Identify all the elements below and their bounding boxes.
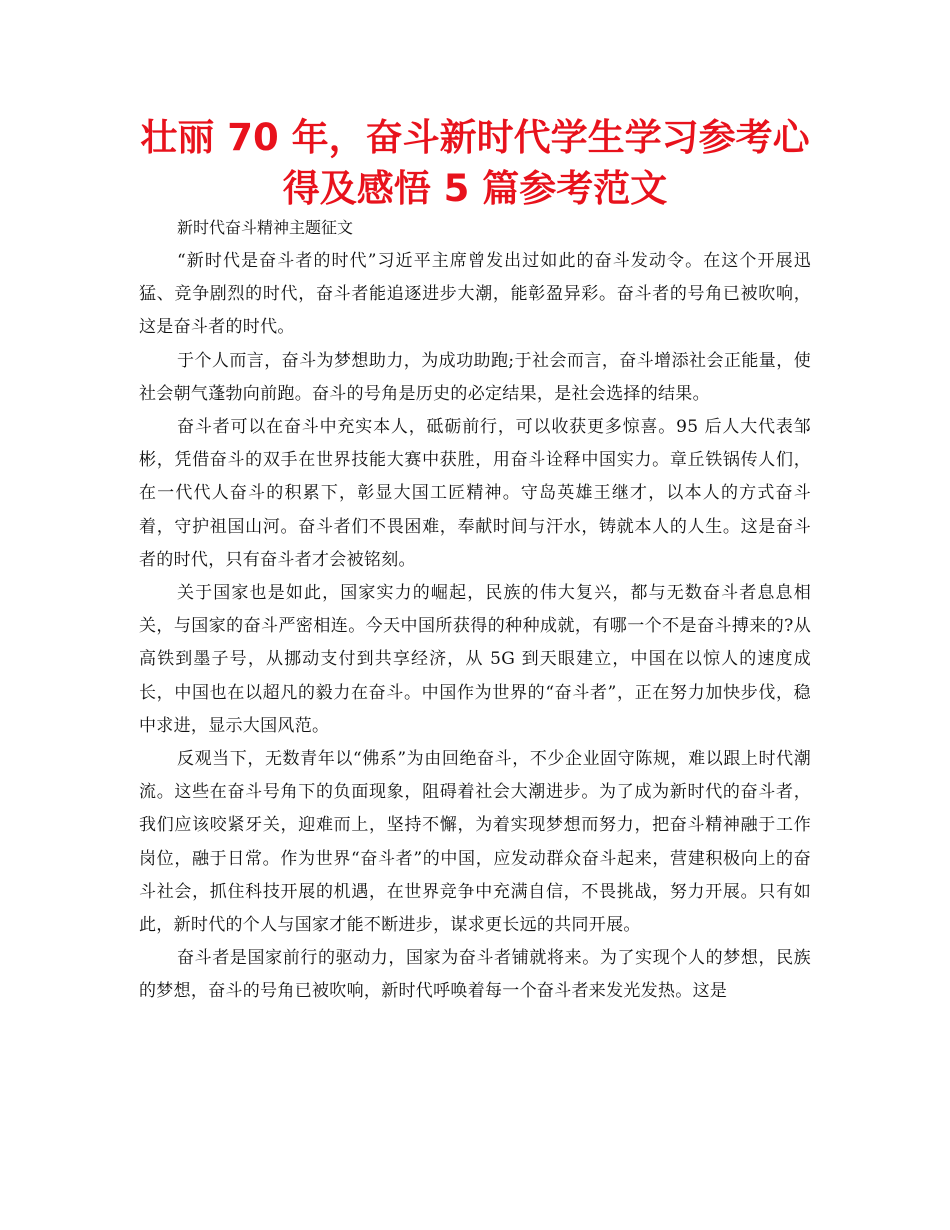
document-subtitle: 新时代奋斗精神主题征文 [177, 218, 354, 237]
paragraph-1: “新时代是奋斗者的时代”习近平主席曾发出过如此的奋斗发动令。在这个开展迅猛、竞争剧烈的时代，奋斗者能追逐进步大潮，能彰盈异彩。奋斗者的号角已被吹响，这是奋斗者的时代。 [139, 251, 811, 338]
paragraph-2: 于个人而言，奋斗为梦想助力，为成功助跑;于社会而言，奋斗增添社会正能量，使社会朝气蓬勃向前跑。奋斗的号角是历史的必定结果，是社会选择的结果。 [139, 350, 811, 404]
paragraph-5: 反观当下，无数青年以“佛系”为由回绝奋斗，不少企业固守陈规，难以跟上时代潮流。这些在奋斗号角下的负面现象，阻碍着社会大潮进步。为了成为新时代的奋斗者，我们应该咬紧牙关，迎难而上，坚持不懈，为着实现梦想而努力，把奋斗精神融于工作岗位，融于日常。作为世界“奋斗者”的中国，应发动群众奋斗起来，营建积极向上的奋斗社会，抓住科技开展的机遇，在世界竞争中充满自信，不畏挑战，努力开展。只有如此，新时代的个人与国家才能不断进步，谋求更长远的共同开展。 [139, 749, 811, 936]
paragraph-6: 奋斗者是国家前行的驱动力，国家为奋斗者铺就将来。为了实现个人的梦想，民族的梦想，奋斗的号角已被吹响，新时代呼唤着每一个奋斗者来发光发热。这是 [139, 948, 811, 1002]
document-body [139, 211, 811, 1009]
paragraph-4: 关于国家也是如此，国家实力的崛起，民族的伟大复兴，都与无数奋斗者息息相关，与国家的奋斗严密相连。今天中国所获得的种种成就，有哪一个不是奋斗搏来的?从高铁到墨子号，从挪动支付到共享经济，从 5G 到天眼建立，中国在以惊人的速度成长，中国也在以超凡的毅力在奋斗。中国作为世界的“奋斗者”，正在努力加快步伐，稳中求进，显示大国风范。 [139, 583, 811, 736]
paragraph-3: 奋斗者可以在奋斗中充实本人，砥砺前行，可以收获更多惊喜。95 后人大代表邹彬，凭借奋斗的双手在世界技能大赛中获胜，用奋斗诠释中国实力。章丘铁锅传人们，在一代代人奋斗的积累下，彰显大国工匠精神。守岛英雄王继才，以本人的方式奋斗着，守护祖国山河。奋斗者们不畏困难，奉献时间与汗水，铸就本人的人生。这是奋斗者的时代，只有奋斗者才会被铭刻。 [139, 417, 811, 570]
document-title: 壮丽 70 年，奋斗新时代学生学习参考心得及感悟 5 篇参考范文 [140, 116, 810, 210]
